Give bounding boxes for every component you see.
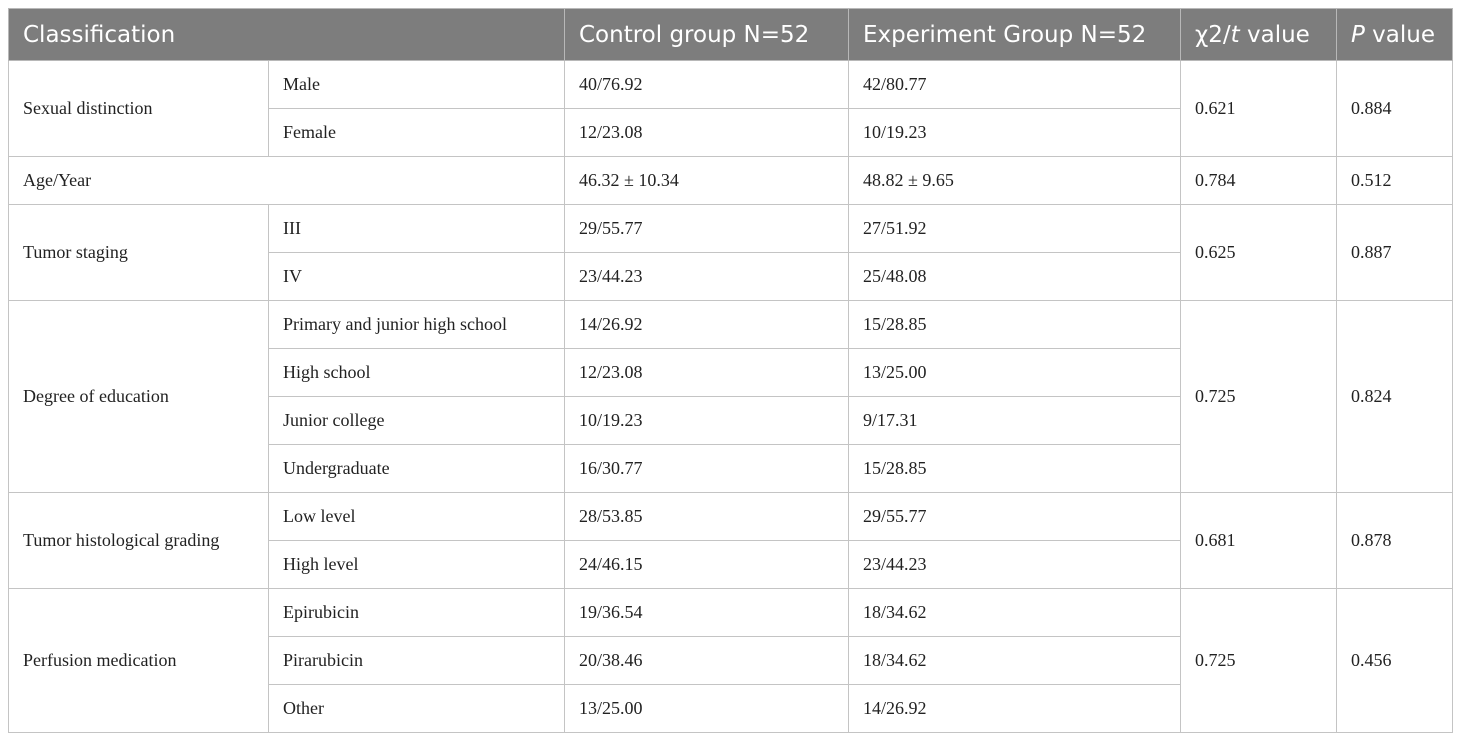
subcategory-label: Primary and junior high school [269,301,565,349]
experiment-value: 18/34.62 [849,637,1181,685]
control-value: 10/19.23 [565,397,849,445]
subcategory-label: Other [269,685,565,733]
header-statistic-suffix: value [1239,21,1310,48]
statistic-value: 0.625 [1181,205,1337,301]
experiment-value: 18/34.62 [849,589,1181,637]
control-value: 19/36.54 [565,589,849,637]
statistic-value: 0.784 [1181,157,1337,205]
baseline-table-container [8,8,1452,733]
header-statistic-symbol: χ2/ [1195,21,1231,48]
control-value: 12/23.08 [565,349,849,397]
table-row [9,493,1453,541]
control-value: 28/53.85 [565,493,849,541]
experiment-value: 10/19.23 [849,109,1181,157]
header-control-group: Control group N=52 [565,9,849,61]
control-value: 12/23.08 [565,109,849,157]
statistic-value: 0.621 [1181,61,1337,157]
statistic-value: 0.725 [1181,589,1337,733]
experiment-value: 13/25.00 [849,349,1181,397]
experiment-value: 25/48.08 [849,253,1181,301]
control-value: 14/26.92 [565,301,849,349]
baseline-characteristics-table [8,8,1453,733]
statistic-value: 0.725 [1181,301,1337,493]
header-experiment-group: Experiment Group N=52 [849,9,1181,61]
control-value: 13/25.00 [565,685,849,733]
category-label: Tumor histological grading [9,493,269,589]
control-value: 24/46.15 [565,541,849,589]
subcategory-label: Male [269,61,565,109]
control-value: 40/76.92 [565,61,849,109]
table-row [9,301,1453,349]
statistic-value: 0.681 [1181,493,1337,589]
table-row [9,157,1453,205]
experiment-value: 15/28.85 [849,301,1181,349]
header-row [9,9,1453,61]
subcategory-label: IV [269,253,565,301]
p-value: 0.824 [1337,301,1453,493]
table-row [9,589,1453,637]
category-label: Perfusion medication [9,589,269,733]
header-p-suffix: value [1364,21,1436,48]
subcategory-label: High level [269,541,565,589]
header-p-symbol: P [1351,21,1365,48]
subcategory-label: III [269,205,565,253]
subcategory-label: Female [269,109,565,157]
experiment-value: 48.82 ± 9.65 [849,157,1181,205]
control-value: 20/38.46 [565,637,849,685]
category-label: Sexual distinction [9,61,269,157]
table-row [9,61,1453,109]
subcategory-label: Low level [269,493,565,541]
table-row [9,205,1453,253]
p-value: 0.884 [1337,61,1453,157]
subcategory-label: Pirarubicin [269,637,565,685]
experiment-value: 42/80.77 [849,61,1181,109]
p-value: 0.878 [1337,493,1453,589]
header-classification: Classification [9,9,565,61]
subcategory-label: High school [269,349,565,397]
experiment-value: 29/55.77 [849,493,1181,541]
p-value: 0.456 [1337,589,1453,733]
header-statistic [1181,9,1337,61]
category-label: Age/Year [9,157,565,205]
control-value: 23/44.23 [565,253,849,301]
category-label: Degree of education [9,301,269,493]
header-statistic-t: t [1230,21,1240,48]
control-value: 29/55.77 [565,205,849,253]
subcategory-label: Junior college [269,397,565,445]
control-value: 16/30.77 [565,445,849,493]
experiment-value: 14/26.92 [849,685,1181,733]
control-value: 46.32 ± 10.34 [565,157,849,205]
header-p-value [1337,9,1453,61]
p-value: 0.512 [1337,157,1453,205]
p-value: 0.887 [1337,205,1453,301]
subcategory-label: Undergraduate [269,445,565,493]
experiment-value: 23/44.23 [849,541,1181,589]
experiment-value: 15/28.85 [849,445,1181,493]
category-label: Tumor staging [9,205,269,301]
subcategory-label: Epirubicin [269,589,565,637]
experiment-value: 9/17.31 [849,397,1181,445]
experiment-value: 27/51.92 [849,205,1181,253]
